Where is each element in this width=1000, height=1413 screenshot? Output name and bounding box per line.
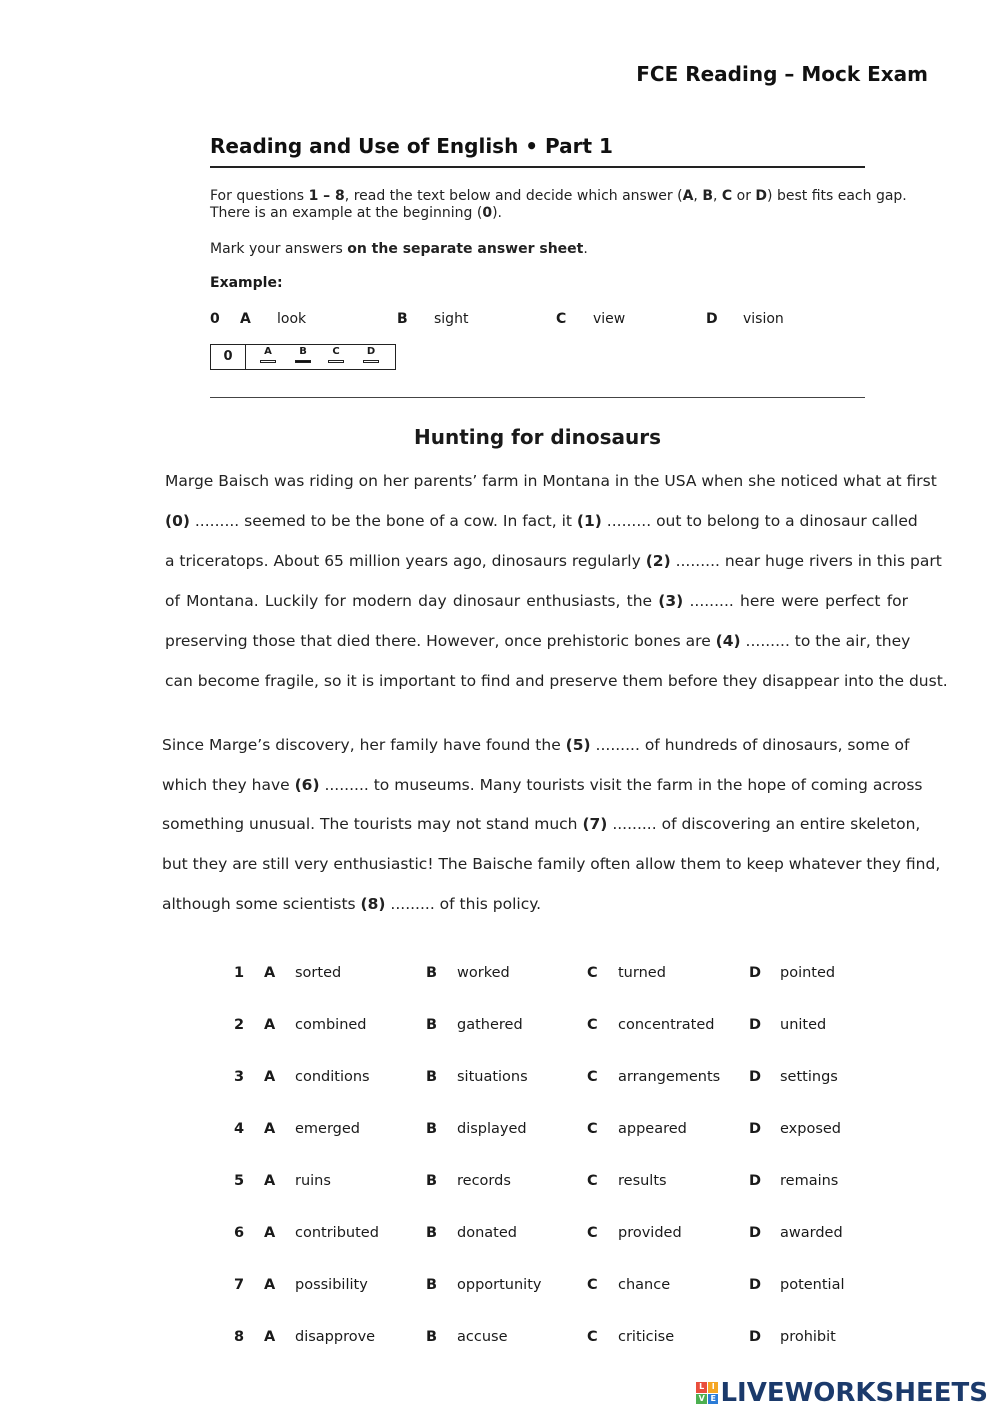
option-letter-d: D	[749, 1121, 762, 1137]
option-word-d: awarded	[780, 1225, 843, 1241]
option-letter-b: B	[426, 1173, 438, 1189]
line-text: although some scientists	[162, 895, 361, 913]
option-word-d: exposed	[780, 1121, 842, 1137]
answer-box-letter-b: B	[299, 346, 307, 357]
option-word-b: situations	[457, 1069, 528, 1085]
paragraph-line	[165, 512, 918, 530]
gap-number: (4)	[715, 632, 741, 650]
instr-text: There is an example at the beginning (	[210, 205, 483, 221]
instr-text: .	[583, 241, 588, 257]
line-text: ......... to the air, they	[740, 632, 911, 650]
paragraph-line	[162, 815, 921, 833]
logo-icon	[696, 1382, 718, 1404]
instr-bold: on the separate answer sheet	[347, 241, 584, 257]
line-text: which they have	[162, 776, 295, 794]
option-letter-c: C	[587, 1121, 598, 1137]
question-number: 8	[234, 1329, 245, 1345]
paragraph-line	[162, 855, 941, 873]
line-text: ......... to museums. Many tourists visit the farm in the hope of coming across	[319, 776, 923, 794]
example-answer-box	[210, 344, 396, 370]
option-word-a: contributed	[295, 1225, 379, 1241]
option-word-c: results	[618, 1173, 667, 1189]
answer-box-letter-c: C	[332, 346, 340, 357]
line-text: Marge Baisch was riding on her parents’ farm in Montana in the USA when she noticed what at first	[165, 472, 937, 490]
option-letter-b: B	[426, 1017, 438, 1033]
liveworksheets-logo	[696, 1379, 988, 1407]
line-text: Since Marge’s discovery, her family have found the	[162, 736, 566, 754]
option-word-c: turned	[618, 965, 666, 981]
question-row	[0, 1329, 1000, 1353]
option-letter-b: B	[426, 1277, 438, 1293]
example-letter-a: A	[240, 311, 251, 327]
gap-number: (8)	[360, 895, 386, 913]
question-number: 6	[234, 1225, 245, 1241]
option-letter-a: A	[264, 965, 276, 981]
question-row	[0, 1017, 1000, 1041]
example-word-b: sight	[434, 311, 469, 327]
option-letter-c: C	[587, 1225, 598, 1241]
option-letter-d: D	[749, 1225, 762, 1241]
option-letter-b: B	[426, 1121, 438, 1137]
option-letter-c: C	[587, 1329, 598, 1345]
option-letter-d: D	[749, 1329, 762, 1345]
option-word-b: accuse	[457, 1329, 508, 1345]
option-word-a: conditions	[295, 1069, 370, 1085]
question-row	[0, 1121, 1000, 1145]
option-letter-d: D	[749, 1069, 762, 1085]
example-number: 0	[210, 311, 220, 327]
paragraph-line	[165, 592, 908, 610]
paragraph-line	[165, 632, 911, 650]
option-word-c: criticise	[618, 1329, 675, 1345]
line-text: ......... out to belong to a dinosaur called	[601, 512, 918, 530]
option-letter-d: D	[749, 1173, 762, 1189]
section-title: Reading and Use of English • Part 1	[210, 134, 613, 158]
option-word-a: emerged	[295, 1121, 361, 1137]
example-letter-d: D	[706, 311, 718, 327]
option-letter-b: B	[426, 965, 438, 981]
paragraph-line	[162, 776, 923, 794]
instr-text: For questions	[210, 188, 309, 204]
option-word-d: pointed	[780, 965, 836, 981]
instr-text: Mark your answers	[210, 241, 348, 257]
gap-number: (3)	[658, 592, 684, 610]
option-letter-a: A	[264, 1173, 276, 1189]
option-letter-c: C	[587, 1277, 598, 1293]
gap-number: (6)	[294, 776, 320, 794]
option-word-a: ruins	[295, 1173, 331, 1189]
line-text: can become fragile, so it is important to find and preserve them before they disappear into the dust.	[165, 672, 948, 690]
instr-text: , read the text below and decide which answer (	[344, 188, 683, 204]
paragraph-line	[165, 472, 937, 490]
line-text: but they are still very enthusiastic! The Baische family often allow them to keep whatever they find,	[162, 855, 941, 873]
line-text: ......... near huge rivers in this part	[670, 552, 942, 570]
instructions-line-1	[210, 188, 907, 205]
answer-mark-d	[363, 360, 379, 363]
option-letter-a: A	[264, 1017, 276, 1033]
logo-letter: L	[696, 1382, 707, 1393]
question-row	[0, 1225, 1000, 1249]
instructions-line-2	[210, 205, 502, 222]
option-letter-b: B	[426, 1329, 438, 1345]
logo-text: LIVEWORKSHEETS	[720, 1378, 988, 1408]
option-letter-c: C	[587, 1017, 598, 1033]
instr-text: or	[732, 188, 756, 204]
line-text: ......... of hundreds of dinosaurs, some of	[590, 736, 910, 754]
example-letter-b: B	[397, 311, 408, 327]
gap-number: (1)	[576, 512, 602, 530]
question-number: 2	[234, 1017, 245, 1033]
line-text: ......... here were perfect for	[683, 592, 909, 610]
gap-number: (2)	[645, 552, 671, 570]
option-word-c: arrangements	[618, 1069, 721, 1085]
instr-bold: B	[702, 188, 713, 204]
option-word-d: settings	[780, 1069, 838, 1085]
option-letter-a: A	[264, 1329, 276, 1345]
option-word-c: provided	[618, 1225, 682, 1241]
line-text: ......... seemed to be the bone of a cow. In fact, it	[189, 512, 577, 530]
logo-letter: V	[696, 1394, 707, 1405]
option-word-b: opportunity	[457, 1277, 542, 1293]
option-letter-a: A	[264, 1225, 276, 1241]
instr-text: ).	[492, 205, 502, 221]
option-letter-d: D	[749, 1017, 762, 1033]
option-letter-d: D	[749, 965, 762, 981]
option-letter-c: C	[587, 1069, 598, 1085]
option-word-d: potential	[780, 1277, 845, 1293]
option-letter-d: D	[749, 1277, 762, 1293]
option-word-a: disapprove	[295, 1329, 376, 1345]
gap-number: (7)	[582, 815, 608, 833]
option-word-b: records	[457, 1173, 511, 1189]
instr-text: ,	[693, 188, 703, 204]
line-text: of Montana. Luckily for modern day dinosaur enthusiasts, the	[165, 592, 659, 610]
question-row	[0, 1277, 1000, 1301]
example-word-c: view	[593, 311, 626, 327]
example-label: Example:	[210, 275, 283, 291]
instr-bold: A	[682, 188, 694, 204]
option-letter-a: A	[264, 1121, 276, 1137]
option-word-b: displayed	[457, 1121, 527, 1137]
instructions-line-3	[210, 241, 588, 258]
option-word-a: sorted	[295, 965, 342, 981]
logo-letter: E	[708, 1394, 719, 1405]
answer-mark-c	[328, 360, 344, 363]
instr-bold: 1 – 8	[308, 188, 345, 204]
story-title: Hunting for dinosaurs	[414, 425, 661, 449]
title-divider	[210, 166, 865, 168]
paragraph-line	[165, 552, 942, 570]
example-word-a: look	[277, 311, 307, 327]
option-letter-c: C	[587, 1173, 598, 1189]
option-word-c: chance	[618, 1277, 671, 1293]
answer-mark-a	[260, 360, 276, 363]
line-text: something unusual. The tourists may not stand much	[162, 815, 583, 833]
document-header-title: FCE Reading – Mock Exam	[636, 62, 928, 86]
example-word-d: vision	[743, 311, 784, 327]
option-word-d: prohibit	[780, 1329, 836, 1345]
option-letter-a: A	[264, 1069, 276, 1085]
option-word-b: worked	[457, 965, 510, 981]
option-letter-c: C	[587, 965, 598, 981]
question-row	[0, 1173, 1000, 1197]
question-number: 7	[234, 1277, 245, 1293]
answer-mark-b-selected	[295, 360, 311, 363]
question-row	[0, 1069, 1000, 1093]
option-word-d: united	[780, 1017, 827, 1033]
question-number: 5	[234, 1173, 245, 1189]
option-word-d: remains	[780, 1173, 839, 1189]
option-word-b: donated	[457, 1225, 517, 1241]
option-letter-a: A	[264, 1277, 276, 1293]
instr-text: ) best fits each gap.	[767, 188, 907, 204]
gap-number: (5)	[565, 736, 591, 754]
option-word-c: concentrated	[618, 1017, 715, 1033]
gap-number: (0)	[165, 512, 190, 530]
answer-box-letter-a: A	[264, 346, 272, 357]
answer-box-number: 0	[211, 345, 246, 369]
section-divider	[210, 397, 865, 398]
answer-box-letter-d: D	[366, 346, 376, 357]
line-text: preserving those that died there. However, once prehistoric bones are	[165, 632, 716, 650]
instr-bold: C	[721, 188, 733, 204]
option-word-a: combined	[295, 1017, 367, 1033]
option-letter-b: B	[426, 1069, 438, 1085]
example-letter-c: C	[556, 311, 567, 327]
option-letter-b: B	[426, 1225, 438, 1241]
question-row	[0, 965, 1000, 989]
option-word-c: appeared	[618, 1121, 687, 1137]
option-word-a: possibility	[295, 1277, 368, 1293]
instr-bold: D	[755, 188, 768, 204]
line-text: ......... of discovering an entire skeleton,	[607, 815, 921, 833]
line-text: a triceratops. About 65 million years ago, dinosaurs regularly	[165, 552, 646, 570]
logo-letter: I	[708, 1382, 719, 1393]
instr-text: ,	[713, 188, 722, 204]
question-number: 1	[234, 965, 245, 981]
instr-bold: 0	[482, 205, 493, 221]
question-number: 4	[234, 1121, 245, 1137]
line-text: ......... of this policy.	[385, 895, 542, 913]
paragraph-line	[165, 672, 948, 690]
option-word-b: gathered	[457, 1017, 523, 1033]
paragraph-line	[162, 736, 910, 754]
question-number: 3	[234, 1069, 245, 1085]
paragraph-line	[162, 895, 905, 913]
